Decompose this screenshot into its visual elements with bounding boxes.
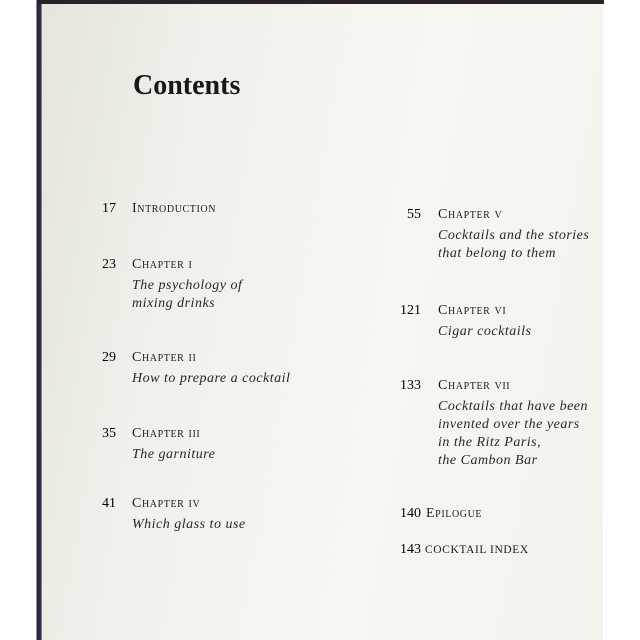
toc-entry-subtitle: How to prepare a cocktail [132, 371, 291, 386]
page-number: 133 [400, 378, 421, 393]
toc-entry-subtitle: invented over the years [438, 417, 580, 432]
page-number: 140 [400, 506, 421, 521]
page-top-edge [38, 0, 604, 4]
toc-entry-heading: Chapter iii [132, 426, 201, 441]
background [603, 0, 640, 640]
toc-entry-heading: Chapter vii [438, 378, 511, 393]
toc-entry-subtitle: The garniture [132, 447, 216, 462]
page-number: 17 [102, 201, 116, 216]
toc-entry-heading: COCKTAIL INDEX [425, 544, 529, 556]
page-number: 23 [102, 257, 116, 272]
toc-entry-subtitle: the Cambon Bar [438, 453, 538, 468]
toc-entry-subtitle: The psychology of [132, 278, 243, 293]
toc-entry-subtitle: that belong to them [438, 246, 556, 261]
toc-entry-subtitle: Cigar cocktails [438, 324, 532, 339]
book-spine [0, 0, 42, 640]
page-title: Contents [133, 70, 241, 101]
page-number: 41 [102, 496, 116, 511]
page-number: 121 [400, 303, 421, 318]
toc-entry-subtitle: Which glass to use [132, 517, 246, 532]
toc-entry-heading: Chapter vi [438, 303, 507, 318]
page-number: 55 [407, 207, 421, 222]
toc-entry-heading: Epilogue [426, 506, 483, 521]
toc-entry-heading: Chapter ii [132, 350, 197, 365]
toc-entry-subtitle: Cocktails and the stories [438, 228, 590, 243]
toc-entry-heading: Chapter v [438, 207, 503, 222]
page-number: 29 [102, 350, 116, 365]
toc-entry-heading: Chapter i [132, 257, 193, 272]
page-number: 143 [400, 542, 421, 557]
toc-entry-subtitle: Cocktails that have been [438, 399, 589, 414]
toc-entry-heading: Chapter iv [132, 496, 201, 511]
toc-entry-subtitle: in the Ritz Paris, [438, 435, 542, 450]
toc-entry-subtitle: mixing drinks [132, 296, 216, 311]
toc-entry-heading: Introduction [132, 201, 217, 216]
page-number: 35 [102, 426, 116, 441]
